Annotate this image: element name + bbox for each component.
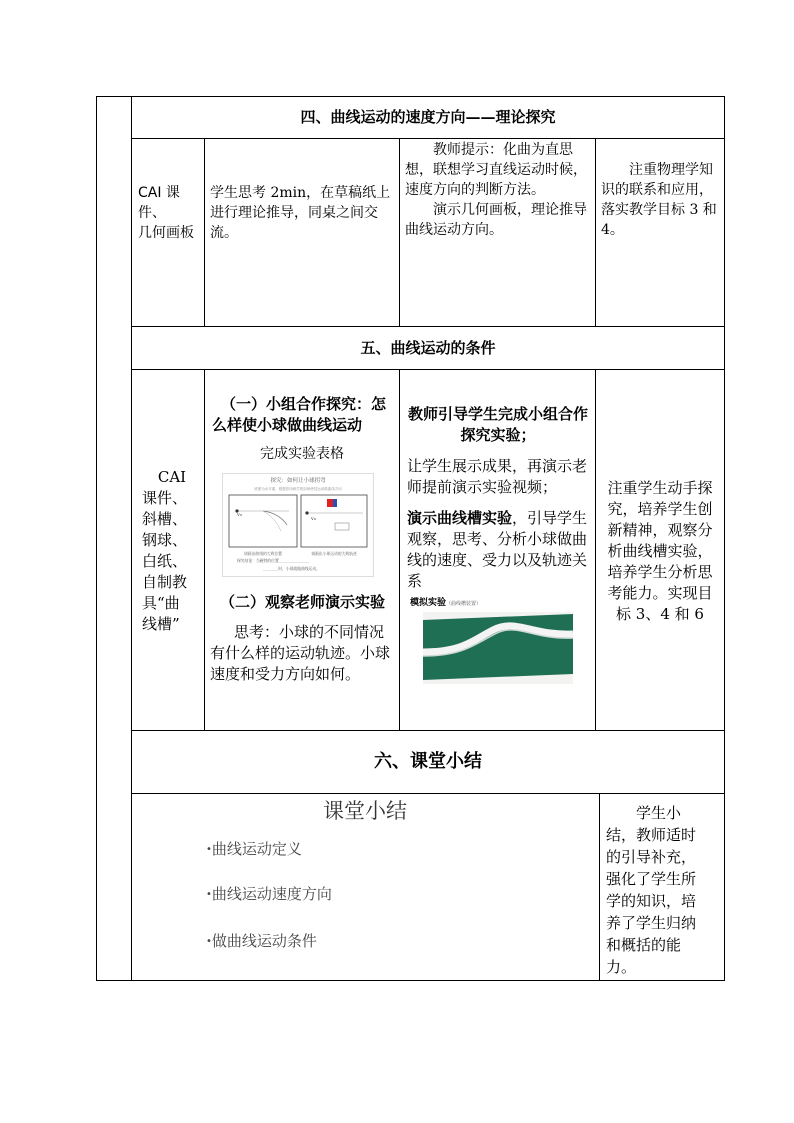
worksheet-image <box>222 473 374 577</box>
col-line <box>595 138 596 326</box>
section6-design-intent: 学生小结，教师适时的引导补充，强化了学生所学的知识，培养了学生归纳和概括的能力。 <box>606 804 697 976</box>
section4-teacher-activity <box>405 140 591 240</box>
worksheet-v2-label: v₀ <box>311 516 316 522</box>
section4-student-activity: 学生思考 2min，在草稿纸上进行理论推导，同桌之间交流。 <box>210 185 391 241</box>
summary-bullet-2 <box>206 883 332 906</box>
col-line <box>595 369 596 730</box>
media-line: 钢球、 <box>142 531 188 549</box>
photo-caption <box>410 597 481 610</box>
col-line <box>599 793 600 980</box>
worksheet-footer2: ________时，小球就做曲线运动。 <box>263 566 320 571</box>
section4-media <box>138 183 202 243</box>
media-line: 斜槽、 <box>142 510 188 528</box>
student-thinking: 思考：小球的不同情况有什么样的运动轨迹。小球速度和受力方向如何。 <box>210 623 391 683</box>
group-inquiry-heading: （一）小组合作探究：怎么样使小球做曲线运动 <box>212 395 387 434</box>
col-line <box>204 369 205 730</box>
teacher-hint: 教师提示：化曲为直思想，联想学习直线运动时候，速度方向的判断方法。 <box>405 142 587 198</box>
media-line: 具“曲 <box>142 594 180 612</box>
media-line: 白纸、 <box>142 552 188 570</box>
photo-caption-sub: （曲线槽装置） <box>446 601 482 607</box>
worksheet-title: 探究：如何让小球拐弯 <box>270 478 326 484</box>
table-border-right <box>724 96 725 981</box>
teacher-demo: 演示几何画板，理论推导曲线运动方向。 <box>405 202 587 238</box>
row-line <box>131 730 725 731</box>
summary-slide-title: 课堂小结 <box>323 799 407 823</box>
section5-design-intent: 注重学生动手探究，培养学生创新精神，观察分析曲线槽实验，培养学生分析思考能力。实现目标 3、4 和 6 <box>607 479 713 623</box>
row-line <box>131 326 725 327</box>
teacher-curve-demo <box>407 508 591 592</box>
section5-media <box>142 467 202 635</box>
media-line: CAI <box>157 468 187 486</box>
table-border-top <box>96 96 725 97</box>
section6-title: 六、课堂小结 <box>374 751 482 772</box>
bullet-dot: • <box>206 844 212 855</box>
worksheet-note: 底面为水平面，根据你所研学的如何使其运动做曲线方向 <box>254 487 342 491</box>
table-border-left <box>96 96 97 981</box>
photo-caption-main: 模拟实验 <box>410 598 447 608</box>
media-line: 件、 <box>138 205 166 221</box>
bullet-text: 曲线运动速度方向 <box>211 885 332 903</box>
row-line <box>131 369 725 370</box>
observe-demo-heading: （二）观察老师演示实验 <box>220 593 386 611</box>
col-line <box>131 96 132 981</box>
section4-design-intent: 注重物理学知识的联系和应用，落实教学目标 3 和 4。 <box>601 162 717 238</box>
section4-title: 四、曲线运动的速度方向——理论探究 <box>300 108 556 126</box>
media-line: 课件、 <box>142 489 188 507</box>
worksheet-col2-label: 请画出小球运动的大致轨迹 <box>311 551 357 556</box>
curve-groove-photo <box>423 612 573 684</box>
table-border-bottom <box>96 980 725 981</box>
media-line: CAI 课 <box>138 185 180 201</box>
media-line: 线槽” <box>142 615 180 633</box>
bullet-dot: • <box>206 889 212 900</box>
worksheet-v1-label: v₀ <box>237 512 242 518</box>
teacher-guide-heading: 教师引导学生完成小组合作探究实验； <box>407 405 588 444</box>
experiment-table-caption: 完成实验表格 <box>260 446 344 462</box>
col-line <box>399 369 400 730</box>
bullet-dot: • <box>206 936 212 947</box>
worksheet-col1-label: 请画出曲线的大致位置 <box>244 551 282 556</box>
curve-groove-demo-label: 演示曲线槽实验 <box>407 509 513 527</box>
media-line: 几何画板 <box>138 225 194 241</box>
row-line <box>131 138 725 139</box>
curve-groove-demo-text: ，引导学生观察，思考、分析小球做曲线的速度、受力以及轨迹关系 <box>407 509 588 590</box>
summary-bullet-3 <box>206 930 317 953</box>
teacher-show-results: 让学生展示成果，再演示老师提前演示实验视频； <box>407 457 588 496</box>
section5-title: 五、曲线运动的条件 <box>360 339 496 357</box>
col-line <box>399 138 400 326</box>
worksheet-footer1: 探究结论：当磁铁的位置________________ <box>237 558 310 563</box>
bullet-text: 曲线运动定义 <box>211 840 302 858</box>
col-line <box>204 138 205 326</box>
row-line <box>131 793 725 794</box>
media-line: 自制教 <box>142 573 188 591</box>
summary-bullet-1 <box>206 838 302 861</box>
bullet-text: 做曲线运动条件 <box>211 932 317 950</box>
